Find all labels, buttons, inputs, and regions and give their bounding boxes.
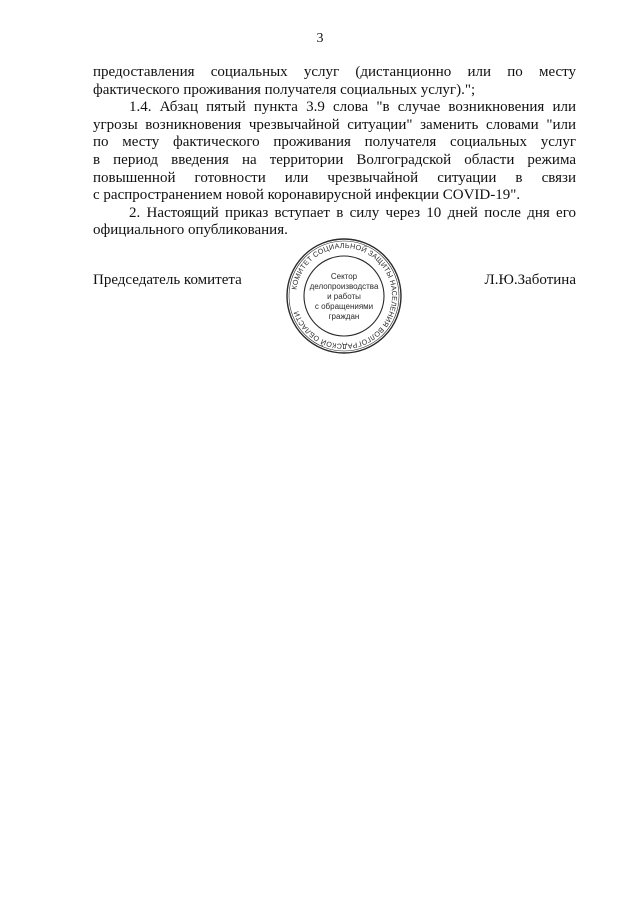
text-line: 2. Настоящий приказ вступает в силу через 10 дней после дня его — [129, 204, 576, 221]
stamp-center-line: граждан — [328, 312, 360, 321]
document-body — [93, 64, 576, 240]
signer-name: Л.Ю.Заботина — [484, 272, 576, 288]
stamp-center-line: и работы — [327, 292, 361, 301]
stamp-ring-text: КОМИТЕТ СОЦИАЛЬНОЙ ЗАЩИТЫ НАСЕЛЕНИЯ ВОЛГОГРАДСКОЙ ОБЛАСТИ — [289, 240, 400, 352]
official-stamp — [285, 237, 403, 355]
paragraph-3 — [93, 205, 576, 240]
stamp-center-text — [310, 272, 379, 321]
text-line: 1.4. Абзац пятый пункта 3.9 слова "в случае возникновения или — [129, 99, 576, 116]
page-number: 3 — [316, 31, 324, 46]
stamp-center-line: Сектор — [330, 272, 358, 281]
text-line: предоставления социальных услуг (дистанционно или по месту — [93, 64, 576, 80]
text-line: фактического проживания получателя социальных услуг)."; — [93, 81, 476, 98]
text-line: с распространением новой коронавирусной инфекции COVID-19". — [93, 187, 521, 204]
stamp-center-line: с обращениями — [314, 302, 374, 311]
text-line: повышенной готовности или чрезвычайной ситуации в связи — [93, 169, 576, 186]
text-line: официального опубликования. — [93, 222, 288, 239]
text-line: в период введения на территории Волгоградской области режима — [93, 151, 576, 168]
text-line: по месту фактического проживания получателя социальных услуг — [93, 134, 576, 151]
text-line: угрозы возникновения чрезвычайной ситуации" заменить словами "или — [93, 116, 576, 133]
stamp-center-line: делопроизводства — [309, 282, 379, 291]
signer-title: Председатель комитета — [93, 272, 242, 288]
paragraph-1 — [93, 64, 576, 99]
paragraph-2 — [93, 99, 576, 205]
